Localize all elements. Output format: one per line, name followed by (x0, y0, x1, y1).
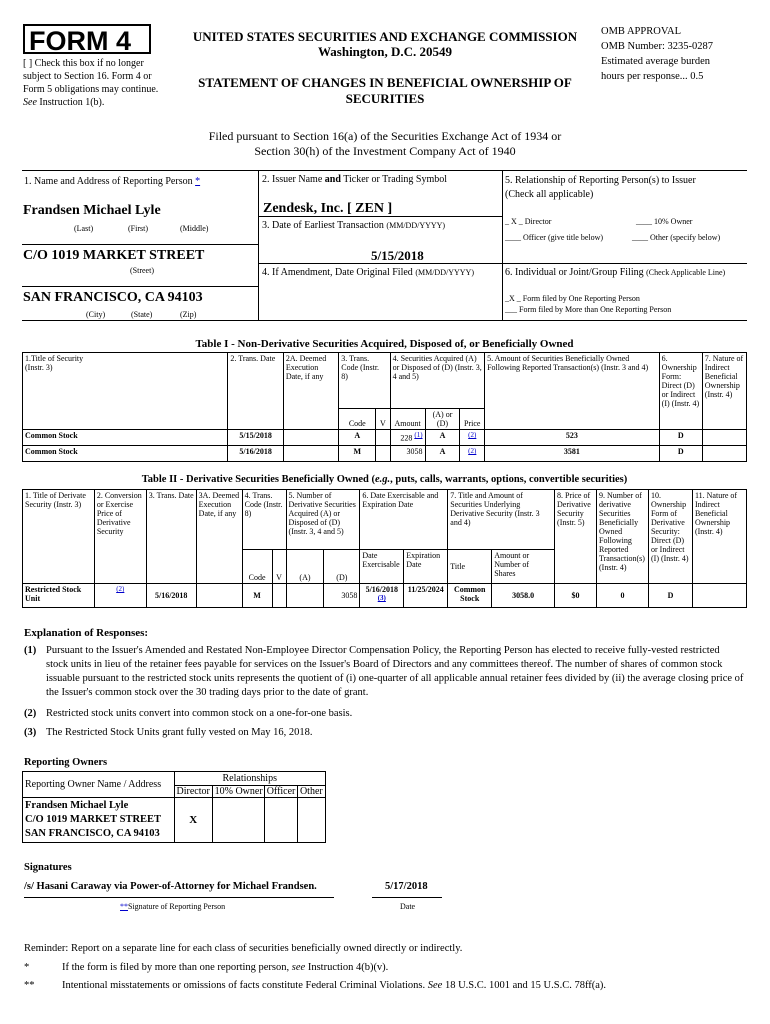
footnote-link[interactable]: (2) (468, 447, 477, 455)
other-check: ____ Other (specify below) (632, 233, 721, 242)
zip-label: (Zip) (180, 310, 197, 319)
box1-label: 1. Name and Address of Reporting Person * (24, 176, 201, 187)
explanation-2: (2) Restricted stock units convert into common stock on a one-for-one basis. (24, 708, 353, 719)
signature-label: **Signature of Reporting Person (120, 902, 226, 911)
issuer-name: Zendesk, Inc. [ ZEN ] (263, 201, 393, 216)
owners-name-header: Reporting Owner Name / Address (23, 772, 175, 798)
t2-h2: 2. Conversion or Exercise Price of Derivative Security (94, 490, 146, 584)
t1-aord: (A) or (D) (425, 409, 460, 430)
t2-h7: 7. Title and Amount of Securities Underlying Derivative Security (Instr. 3 and 4) (448, 490, 555, 550)
box3-label: 3. Date of Earliest Transaction (MM/DD/YYYY) (262, 220, 446, 231)
t2-h9: 9. Number of derivative Securities Beneficially Owned Following Reported Transaction(s) (Instr. 4) (597, 490, 649, 584)
city-value: SAN FRANCISCO, CA 94103 (23, 290, 203, 305)
t1-h1: 1.Title of Security (Instr. 3) (23, 353, 228, 430)
box2-label: 2. Issuer Name and Ticker or Trading Symbol (262, 174, 448, 185)
reminder-line2: Intentional misstatements or omissions of facts constitute Federal Criminal Violations. See 18 U.S.C. 1001 and 15 U.S.C. 78ff(a). (62, 980, 607, 991)
t2-h5: 5. Number of Derivative Securities Acquired (A) or Disposed of (D) (Instr. 3, 4 and 5) (286, 490, 360, 550)
t2-a: (A) (286, 550, 324, 584)
state-label: (State) (131, 310, 153, 319)
table2 (22, 489, 747, 608)
form-title: FORM 4 (23, 24, 151, 54)
t1-v: V (376, 409, 390, 430)
street-label: (Street) (130, 266, 154, 275)
table1 (22, 352, 747, 462)
t1-h7: 7. Nature of Indirect Beneficial Ownership (Instr. 4) (702, 353, 746, 430)
footnote-link[interactable]: ** (120, 902, 128, 911)
t1-price: Price (460, 409, 485, 430)
last-label: (Last) (74, 224, 94, 233)
t1-h6: 6. Ownership Form: Direct (D) or Indirect (I) (Instr. 4) (659, 353, 702, 430)
t2-h4: 4. Trans. Code (Instr. 8) (242, 490, 286, 550)
date-label: Date (400, 902, 416, 911)
more-person-check: ___ Form filed by More than One Reporting Person (505, 305, 672, 314)
signature-date: 5/17/2018 (385, 881, 428, 892)
table-row: Common Stock 5/15/2018 A 228 (1) A (2) 523 D (23, 430, 747, 446)
table-row: Frandsen Michael Lyle C/O 1019 MARKET STREET SAN FRANCISCO, CA 94103 X (23, 798, 326, 843)
reminder-star: * (24, 962, 30, 973)
table1-title: Table I - Non-Derivative Securities Acquired, Disposed of, or Beneficially Owned (195, 338, 574, 350)
one-person-check: _X _ Form filed by One Reporting Person (505, 294, 640, 303)
officer-check: ____ Officer (give title below) (505, 233, 604, 242)
t2-date-ex: Date Exercisable (360, 550, 404, 584)
middle-label: (Middle) (180, 224, 209, 233)
owners-table: Reporting Owner Name / Address Relationships Director 10% Owner Officer Other Frandsen Michael Lyle C/O 1019 MARKET STREET SAN FRANCISCO, CA 94103 X (22, 771, 326, 843)
table-row: Common Stock 5/16/2018 M 3058 A (2) 3581 D (23, 446, 747, 462)
t1-h4: 4. Securities Acquired (A) or Disposed of (D) (Instr. 3, 4 and 5) (390, 353, 484, 409)
filed-pursuant: Filed pursuant to Section 16(a) of the Securities Exchange Act of 1934 or Section 30(h) of the Investment Company Act of 1940 (208, 129, 562, 158)
t2-h1: 1. Title of Derivate Security (Instr. 3) (23, 490, 95, 584)
t2-title: Title (448, 550, 492, 584)
t1-h2: 2. Trans. Date (228, 353, 283, 430)
t2-exp: Expiration Date (404, 550, 448, 584)
t2-h3: 3. Trans. Date (146, 490, 196, 584)
t1-code: Code (339, 409, 376, 430)
t2-h10: 10. Ownership Form of Derivative Security: Direct (D) or Indirect (I) (Instr. 4) (648, 490, 692, 584)
t1-h3: 3. Trans. Code (Instr. 8) (339, 353, 390, 409)
reminder-text: Reminder: Report on a separate line for each class of securities beneficially owned directly or indirectly. (24, 943, 463, 954)
t2-code: Code (242, 550, 272, 584)
footnote-star-link[interactable]: * (195, 176, 201, 187)
signatures-title: Signatures (24, 862, 72, 873)
t2-h8: 8. Price of Derivative Security (Instr. 5) (555, 490, 597, 584)
owner-check: ____ 10% Owner (636, 217, 693, 226)
t2-h3a: 3A. Deemed Execution Date, if any (196, 490, 242, 584)
director-check: _ X _ Director (505, 217, 552, 226)
omb-box: OMB APPROVAL OMB Number: 3235-0287 Estimated average burden hours per response... 0.5 (601, 26, 713, 82)
reporting-person-name: Frandsen Michael Lyle (23, 203, 161, 218)
footnote-link[interactable]: (1) (414, 431, 423, 439)
reminder-line1: If the form is filed by more than one reporting person, see Instruction 4(b)(v). (62, 962, 389, 973)
agency-line1: UNITED STATES SECURITIES AND EXCHANGE COMMISSION (192, 29, 578, 44)
explanation-title: Explanation of Responses: (24, 627, 149, 639)
signature-value: /s/ Hasani Caraway via Power-of-Attorney for Michael Frandsen. (24, 881, 317, 892)
checkbox-note: [ ] Check this box if no longer subject to Section 16. Form 4 or Form 5 obligations may continue. See Instruction 1(b). (23, 58, 159, 108)
footnote-link[interactable]: (3) (377, 594, 386, 602)
city-label: (City) (86, 310, 106, 319)
t2-h11: 11. Nature of Indirect Beneficial Ownership (Instr. 4) (692, 490, 746, 584)
table2-title: Table II - Derivative Securities Beneficially Owned (e.g., puts, calls, warrants, options, convertible securities) (141, 474, 628, 485)
t1-h5: 5. Amount of Securities Beneficially Owned Following Reported Transaction(s) (Instr. 3 and 4) (485, 353, 660, 430)
box6-label: 6. Individual or Joint/Group Filing (Check Applicable Line) (505, 267, 726, 278)
footnote-link[interactable]: (2) (116, 585, 125, 593)
t1-amount: Amount (390, 409, 425, 430)
footnote-link[interactable]: (2) (468, 431, 477, 439)
agency-line2: Washington, D.C. 20549 (318, 44, 452, 59)
table-row: Restricted Stock Unit (2) 5/16/2018 M 3058 5/16/2018 (3) 11/25/2024 Common Stock 3058.0 $0 0 D (23, 584, 747, 608)
explanation-1: (1) Pursuant to the Issuer's Amended and Restated Non-Employee Director Compensation Policy, the Reporting Person has elected to receive fully-vested restricted stock units in lieu of the retainer fees payable for services on the Issuer's Board of Directors and any committees thereof. The number of shares of common stock issuable pursuant to the restricted stock units represents the quotient of (i) one-quarter of all applicable annual retainer fees divided by (ii) the average closing price of the Issuer's common stock over the 30 trading days prior to the date of grant. (24, 645, 744, 698)
t1-h2a: 2A. Deemed Execution Date, if any (283, 353, 338, 430)
t2-amt: Amount or Number of Shares (492, 550, 555, 584)
earliest-transaction-date: 5/15/2018 (371, 248, 424, 263)
first-label: (First) (128, 224, 148, 233)
checkbox-text: [ ] Check this box if no longer subject to Section 16. Form 4 or Form 5 obligations may continue. (23, 58, 159, 95)
t2-v: V (272, 550, 286, 584)
box5-label: 5. Relationship of Reporting Person(s) to Issuer (Check all applicable) (505, 175, 696, 200)
box4-label: 4. If Amendment, Date Original Filed (MM/DD/YYYY) (262, 267, 474, 278)
owners-title: Reporting Owners (24, 757, 108, 768)
statement-line2: SECURITIES (345, 91, 425, 106)
statement-line1: STATEMENT OF CHANGES IN BENEFICIAL OWNERSHIP OF (198, 75, 572, 90)
owners-relationships-header: Relationships (174, 772, 326, 786)
reminder-double-star: ** (24, 980, 35, 991)
street-value: C/O 1019 MARKET STREET (23, 248, 205, 263)
t2-d: (D) (324, 550, 360, 584)
explanation-3: (3) The Restricted Stock Units grant fully vested on May 16, 2018. (24, 727, 313, 738)
t2-h6: 6. Date Exercisable and Expiration Date (360, 490, 448, 550)
